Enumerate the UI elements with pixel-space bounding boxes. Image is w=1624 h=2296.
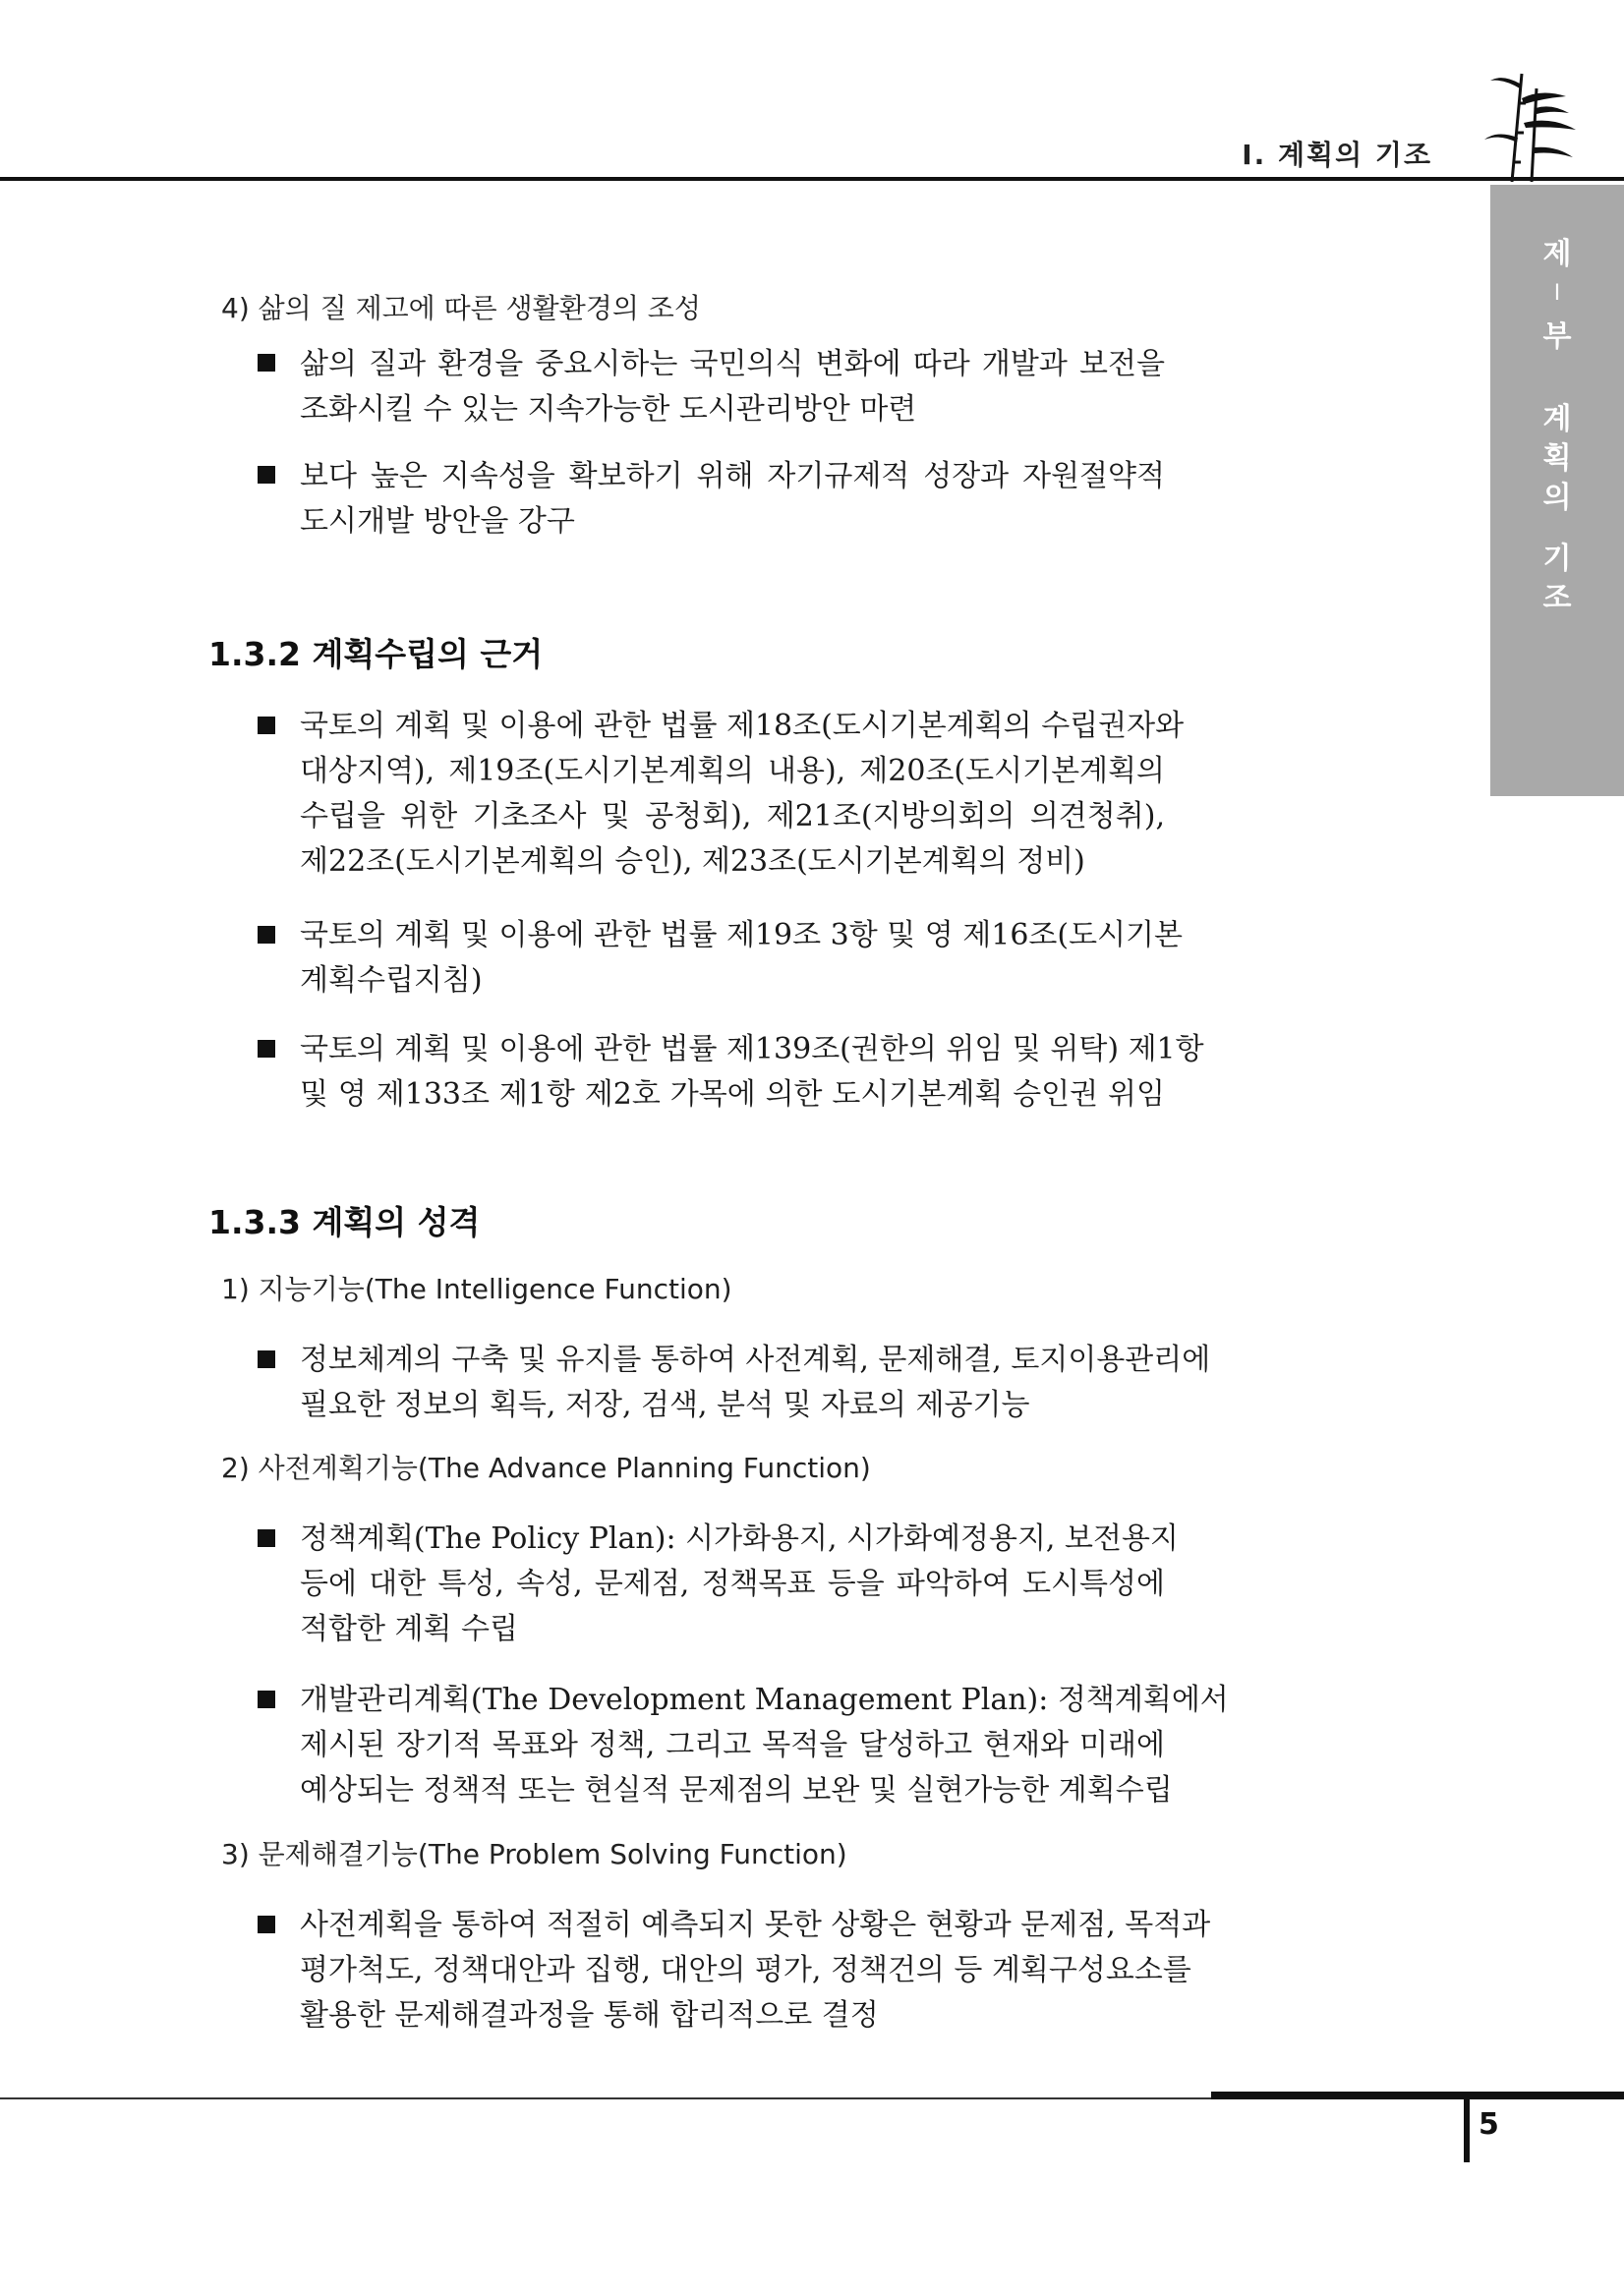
side-tab-char: 기 — [1542, 542, 1572, 576]
text-line: 삶의 질과 환경을 중요시하는 국민의식 변화에 따라 개발과 보전을 — [300, 347, 1165, 381]
square-bullet-icon — [254, 1687, 279, 1712]
text-line: 국토의 계획 및 이용에 관한 법률 제19조 3항 및 영 제16조(도시기본 — [300, 918, 1184, 952]
footer-rule — [0, 2097, 1214, 2099]
side-tab-char: 의 — [1542, 481, 1572, 515]
bullet-paragraph — [300, 454, 1165, 545]
subsection-heading: 2) 사전계획기능(The Advance Planning Function) — [221, 1452, 871, 1484]
square-bullet-icon — [254, 1912, 279, 1937]
text-line: 필요한 정보의 획득, 저장, 검색, 분석 및 자료의 제공기능 — [300, 1388, 1030, 1422]
square-bullet-icon — [254, 713, 279, 738]
text-line: 도시개발 방안을 강구 — [300, 504, 575, 539]
text-line: 제시된 장기적 목표와 정책, 그리고 목적을 달성하고 현재와 미래에 — [300, 1728, 1165, 1762]
side-tab-char: 부 — [1542, 319, 1572, 354]
page-number-bar — [1464, 2099, 1470, 2162]
side-tab-char: 계 — [1542, 402, 1572, 436]
bamboo-icon — [1482, 69, 1581, 187]
square-bullet-icon — [254, 1525, 279, 1551]
page-number: 5 — [1479, 2107, 1499, 2142]
section-heading: 1.3.2 계획수립의 근거 — [208, 635, 544, 673]
text-line: 제22조(도시기본계획의 승인), 제23조(도시기본계획의 정비) — [300, 844, 1085, 879]
subsection-heading: 1) 지능기능(The Intelligence Function) — [221, 1273, 732, 1305]
subsection-heading: 4) 삶의 질 제고에 따른 생활환경의 조성 — [221, 292, 701, 324]
square-bullet-icon — [254, 462, 279, 488]
text-line: 개발관리계획(The Development Management Plan): 정책계획에서 — [300, 1683, 1229, 1717]
text-line: 보다 높은 지속성을 확보하기 위해 자기규제적 성장과 자원절약적 — [300, 459, 1165, 493]
square-bullet-icon — [254, 922, 279, 947]
square-bullet-icon — [254, 1347, 279, 1372]
text-line: 예상되는 정책적 또는 현실적 문제점의 보완 및 실현가능한 계획수립 — [300, 1773, 1173, 1808]
text-line: 활용한 문제해결과정을 통해 합리적으로 결정 — [300, 1998, 879, 2033]
bullet-paragraph — [300, 342, 1165, 432]
text-line: 및 영 제133조 제1항 제2호 가목에 의한 도시기본계획 승인권 위임 — [300, 1077, 1165, 1112]
bullet-paragraph — [300, 1338, 1211, 1428]
text-line: 사전계획을 통하여 적절히 예측되지 못한 상황은 현황과 문제점, 목적과 — [300, 1908, 1211, 1942]
side-tab-char: 조 — [1542, 581, 1572, 615]
text-line: 정책계획(The Policy Plan): 시가화용지, 시가화예정용지, 보전용지 — [300, 1521, 1179, 1556]
text-line: 적합한 계획 수립 — [300, 1612, 518, 1646]
running-header-title: Ⅰ. 계획의 기조 — [1242, 139, 1432, 171]
text-line: 수립을 위한 기초조사 및 공청회), 제21조(지방의회의 의견청취), — [300, 799, 1165, 833]
text-line: 등에 대한 특성, 속성, 문제점, 정책목표 등을 파악하여 도시특성에 — [300, 1567, 1165, 1601]
chapter-side-tab — [1490, 185, 1624, 796]
bullet-paragraph — [300, 1517, 1179, 1652]
text-line: 국토의 계획 및 이용에 관한 법률 제139조(권한의 위임 및 위탁) 제1항 — [300, 1032, 1204, 1066]
subsection-heading: 3) 문제해결기능(The Problem Solving Function) — [221, 1838, 847, 1870]
bullet-paragraph — [300, 1678, 1229, 1813]
footer-rule-thick — [1211, 2092, 1624, 2099]
section-heading: 1.3.3 계획의 성격 — [208, 1203, 481, 1241]
side-tab-char: Ⅰ — [1553, 281, 1561, 306]
bullet-paragraph — [300, 913, 1184, 1004]
text-line: 대상지역), 제19조(도시기본계획의 내용), 제20조(도시기본계획의 — [300, 754, 1165, 788]
side-tab-char: 획 — [1542, 441, 1572, 476]
header-rule — [0, 177, 1624, 181]
bullet-paragraph — [300, 704, 1185, 885]
text-line: 국토의 계획 및 이용에 관한 법률 제18조(도시기본계획의 수립권자와 — [300, 709, 1185, 743]
text-line: 평가척도, 정책대안과 집행, 대안의 평가, 정책건의 등 계획구성요소를 — [300, 1953, 1191, 1987]
square-bullet-icon — [254, 1036, 279, 1062]
bullet-paragraph — [300, 1027, 1204, 1118]
text-line: 정보체계의 구축 및 유지를 통하여 사전계획, 문제해결, 토지이용관리에 — [300, 1343, 1211, 1377]
square-bullet-icon — [254, 350, 279, 375]
text-line: 조화시킬 수 있는 지속가능한 도시관리방안 마련 — [300, 392, 917, 427]
side-tab-char: 제 — [1542, 237, 1572, 271]
text-line: 계획수립지침) — [300, 963, 483, 998]
bullet-paragraph — [300, 1903, 1211, 2038]
